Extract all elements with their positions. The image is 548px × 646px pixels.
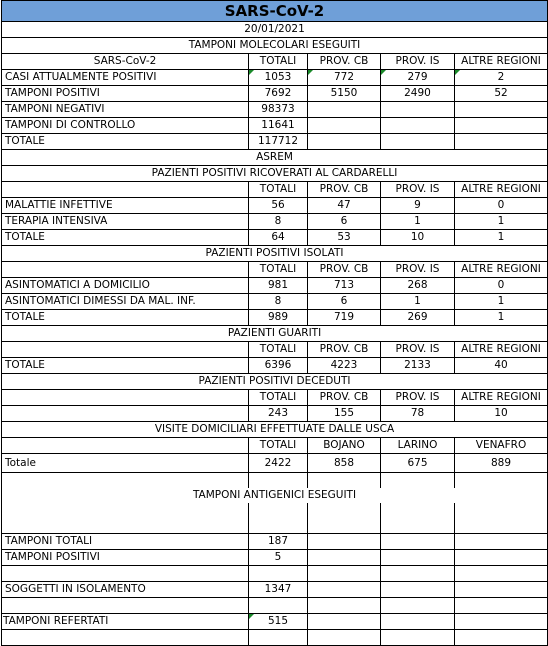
row-label: TOTALE: [2, 358, 249, 374]
table-cell: 47: [308, 198, 381, 214]
column-header-label: SARS-CoV-2: [2, 54, 249, 70]
table-cell: [455, 118, 548, 134]
row-label: MALATTIE INFETTIVE: [2, 198, 249, 214]
empty-cell: [249, 473, 308, 489]
empty-cell: [2, 390, 249, 406]
column-header: BOJANO: [308, 438, 381, 454]
table-cell: 1: [455, 310, 548, 326]
table-cell: 11641: [249, 118, 308, 134]
table-cell: [381, 134, 455, 150]
row-label: ASINTOMATICI A DOMICILIO: [2, 278, 249, 294]
table-cell: 989: [249, 310, 308, 326]
row-label: TOTALE: [2, 230, 249, 246]
table-cell: 719: [308, 310, 381, 326]
empty-cell: [249, 503, 308, 518]
column-header: TOTALI: [249, 262, 308, 278]
table-cell: 8: [249, 214, 308, 230]
empty-cell: [308, 534, 381, 550]
column-header: LARINO: [381, 438, 455, 454]
empty-cell: [381, 473, 455, 489]
empty-cell: [308, 614, 381, 630]
empty-cell: [308, 566, 381, 582]
row-label: TAMPONI DI CONTROLLO: [2, 118, 249, 134]
empty-cell: [455, 566, 548, 582]
table-cell: 6: [308, 294, 381, 310]
table-cell: 53: [308, 230, 381, 246]
row-label: TERAPIA INTENSIVA: [2, 214, 249, 230]
table-cell: [308, 118, 381, 134]
table-cell: 0: [455, 198, 548, 214]
table-cell: 0: [455, 278, 548, 294]
empty-cell: [308, 598, 381, 614]
column-header: ALTRE REGIONI: [455, 54, 548, 70]
column-header: PROV. CB: [308, 262, 381, 278]
empty-cell: [308, 503, 381, 518]
report-title: SARS-CoV-2: [2, 1, 548, 22]
empty-cell: [2, 518, 249, 534]
empty-cell: [455, 503, 548, 518]
table-cell: 268: [381, 278, 455, 294]
asrem-label: ASREM: [2, 150, 548, 166]
empty-cell: [2, 406, 249, 422]
column-header: PROV. IS: [381, 262, 455, 278]
empty-cell: [455, 473, 548, 489]
column-header: TOTALI: [249, 342, 308, 358]
column-header: PROV. CB: [308, 342, 381, 358]
column-header: PROV. IS: [381, 54, 455, 70]
table-cell: 5: [249, 550, 308, 566]
empty-cell: [308, 518, 381, 534]
table-cell: 675: [381, 454, 455, 473]
empty-cell: [455, 614, 548, 630]
row-label: TAMPONI POSITIVI: [2, 86, 249, 102]
empty-cell: [455, 550, 548, 566]
column-header: TOTALI: [249, 182, 308, 198]
empty-cell: [381, 566, 455, 582]
table-cell: 2: [455, 70, 548, 86]
empty-cell: [249, 566, 308, 582]
empty-cell: [381, 582, 455, 598]
empty-cell: [381, 550, 455, 566]
empty-cell: [2, 262, 249, 278]
column-header: ALTRE REGIONI: [455, 262, 548, 278]
empty-cell: [2, 182, 249, 198]
table-cell: 187: [249, 534, 308, 550]
column-header: PROV. IS: [381, 342, 455, 358]
empty-cell: [249, 598, 308, 614]
empty-cell: [381, 503, 455, 518]
empty-cell: [455, 534, 548, 550]
table-cell: 772: [308, 70, 381, 86]
table-cell: 52: [455, 86, 548, 102]
table-cell: 1347: [249, 582, 308, 598]
table-cell: 2133: [381, 358, 455, 374]
section-heading-isolati: PAZIENTI POSITIVI ISOLATI: [2, 246, 548, 262]
empty-cell: [381, 614, 455, 630]
table-cell: 6396: [249, 358, 308, 374]
table-cell: 4223: [308, 358, 381, 374]
row-label: TAMPONI POSITIVI: [2, 550, 249, 566]
table-cell: 1: [455, 214, 548, 230]
section-heading-ricoverati: PAZIENTI POSITIVI RICOVERATI AL CARDARELLI: [2, 166, 548, 182]
table-cell: [455, 102, 548, 118]
table-cell: 515: [249, 614, 308, 630]
column-header: ALTRE REGIONI: [455, 182, 548, 198]
column-header: PROV. CB: [308, 54, 381, 70]
table-cell: 981: [249, 278, 308, 294]
table-cell: 2422: [249, 454, 308, 473]
table-cell: 10: [381, 230, 455, 246]
section-heading-deceduti: PAZIENTI POSITIVI DECEDUTI: [2, 374, 548, 390]
table-cell: 56: [249, 198, 308, 214]
table-cell: 117712: [249, 134, 308, 150]
table-cell: 78: [381, 406, 455, 422]
table-cell: [381, 118, 455, 134]
empty-cell: [2, 503, 249, 518]
table-cell: 1053: [249, 70, 308, 86]
table-cell: 713: [308, 278, 381, 294]
row-label: TAMPONI REFERTATI: [2, 614, 249, 630]
table-cell: 64: [249, 230, 308, 246]
table-cell: 9: [381, 198, 455, 214]
table-cell: 858: [308, 454, 381, 473]
row-label: Totale: [2, 454, 249, 473]
section-heading-usca: VISITE DOMICILIARI EFFETTUATE DALLE USCA: [2, 422, 548, 438]
column-header: PROV. CB: [308, 390, 381, 406]
table-cell: [308, 102, 381, 118]
column-header: ALTRE REGIONI: [455, 342, 548, 358]
empty-cell: [2, 473, 249, 489]
column-header: PROV. CB: [308, 182, 381, 198]
row-label: ASINTOMATICI DIMESSI DA MAL. INF.: [2, 294, 249, 310]
empty-cell: [455, 582, 548, 598]
empty-cell: [249, 518, 308, 534]
empty-cell: [2, 342, 249, 358]
empty-cell: [455, 518, 548, 534]
table-cell: 10: [455, 406, 548, 422]
row-label: CASI ATTUALMENTE POSITIVI: [2, 70, 249, 86]
row-label: TAMPONI NEGATIVI: [2, 102, 249, 118]
empty-cell: [2, 438, 249, 454]
table-cell: 40: [455, 358, 548, 374]
table-cell: 1: [455, 230, 548, 246]
table-cell: 98373: [249, 102, 308, 118]
table-cell: 269: [381, 310, 455, 326]
table-cell: 889: [455, 454, 548, 473]
table-cell: [381, 102, 455, 118]
empty-cell: [381, 598, 455, 614]
column-header: TOTALI: [249, 54, 308, 70]
table-cell: 1: [381, 294, 455, 310]
column-header: VENAFRO: [455, 438, 548, 454]
empty-cell: [455, 598, 548, 614]
section-heading-antigenici: TAMPONI ANTIGENICI ESEGUITI: [2, 488, 548, 503]
row-label: TOTALE: [2, 134, 249, 150]
empty-cell: [308, 473, 381, 489]
row-label: TAMPONI TOTALI: [2, 534, 249, 550]
table-cell: 279: [381, 70, 455, 86]
empty-cell: [308, 582, 381, 598]
table-cell: [308, 134, 381, 150]
table-cell: 1: [381, 214, 455, 230]
table-cell: [455, 134, 548, 150]
table-cell: 8: [249, 294, 308, 310]
empty-cell: [381, 518, 455, 534]
row-label: TOTALE: [2, 310, 249, 326]
empty-cell: [308, 550, 381, 566]
table-cell: 1: [455, 294, 548, 310]
table-cell: 7692: [249, 86, 308, 102]
table-cell: 2490: [381, 86, 455, 102]
covid-report-table: [1, 0, 548, 646]
column-header: PROV. IS: [381, 390, 455, 406]
column-header: PROV. IS: [381, 182, 455, 198]
table-cell: 243: [249, 406, 308, 422]
empty-cell: [2, 598, 249, 614]
section-heading-molecolari: TAMPONI MOLECOLARI ESEGUITI: [2, 38, 548, 54]
table-cell: 155: [308, 406, 381, 422]
column-header: ALTRE REGIONI: [455, 390, 548, 406]
column-header: TOTALI: [249, 438, 308, 454]
table-cell: 5150: [308, 86, 381, 102]
table-cell: 6: [308, 214, 381, 230]
empty-cell: [381, 534, 455, 550]
section-heading-guariti: PAZIENTI GUARITI: [2, 326, 548, 342]
row-label: SOGGETTI IN ISOLAMENTO: [2, 582, 249, 598]
empty-cell: [2, 566, 249, 582]
report-date: 20/01/2021: [2, 22, 548, 38]
column-header: TOTALI: [249, 390, 308, 406]
